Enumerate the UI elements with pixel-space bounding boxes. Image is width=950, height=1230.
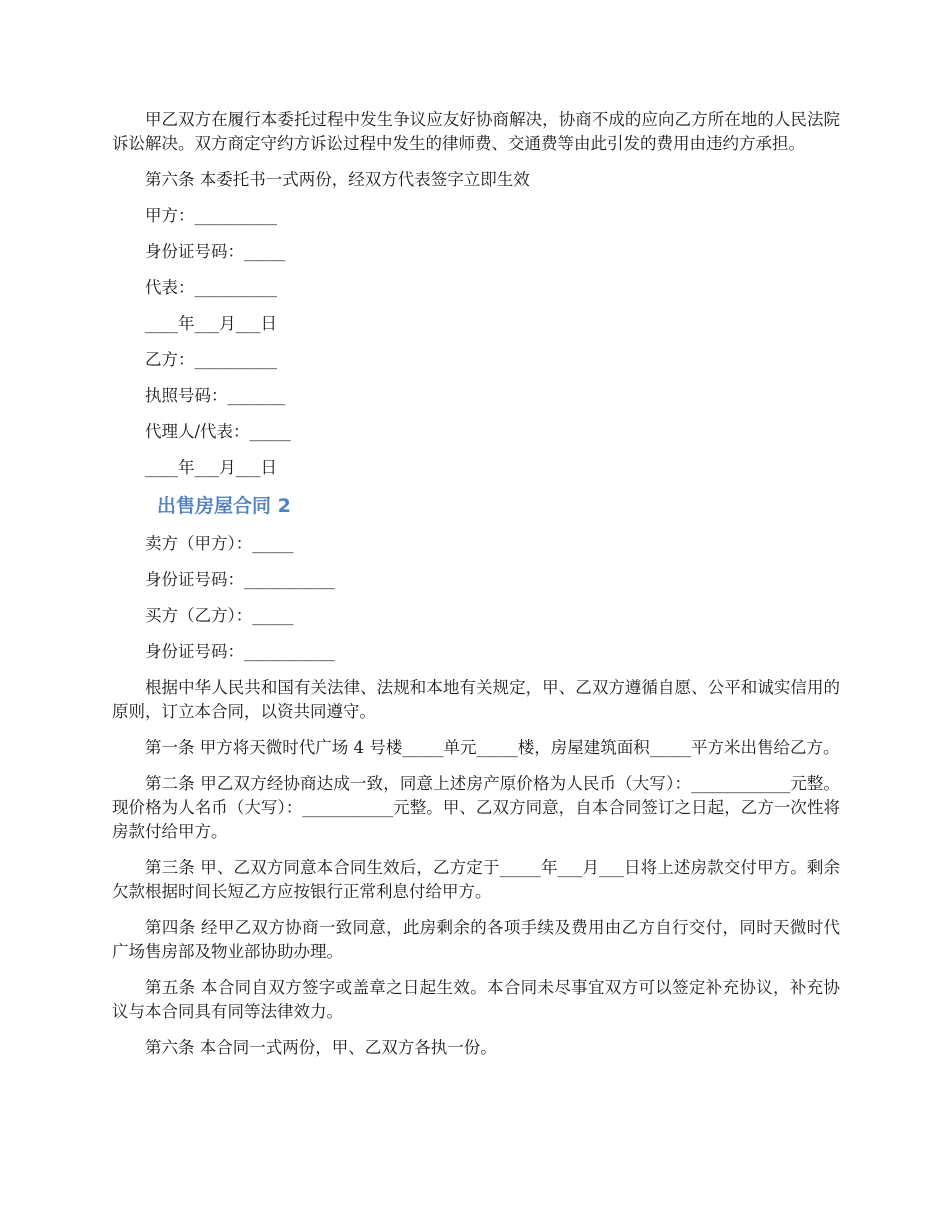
date-line: ____年___月___日 — [145, 314, 277, 333]
buyer-id-line: 身份证号码：___________ — [145, 642, 335, 661]
section-heading: 出售房屋合同 2 — [157, 495, 291, 517]
article-5: 第五条 本合同自双方签字或盖章之日起生效。本合同未尽事宜双方可以签定补充协议，补充协议与本合同具有同等法律效力。 — [112, 978, 840, 1021]
seller-line: 卖方（甲方）：_____ — [145, 534, 294, 553]
date-line: ____年___月___日 — [145, 458, 277, 477]
article-6: 第六条 本合同一式两份，甲、乙双方各执一份。 — [145, 1038, 497, 1057]
dispute-clause: 甲乙双方在履行本委托过程中发生争议应友好协商解决，协商不成的应向乙方所在地的人民法院诉讼解决。双方商定守约方诉讼过程中发生的律师费、交通费等由此引发的费用由违约方承担。 — [112, 110, 840, 153]
article-3: 第三条 甲、乙双方同意本合同生效后，乙方定于_____年___月___日将上述房款交付甲方。剩余欠款根据时间长短乙方应按银行正常利息付给甲方。 — [112, 858, 840, 901]
party-a-line: 甲方：__________ — [145, 206, 277, 225]
party-b-line: 乙方：__________ — [145, 350, 277, 369]
article-6-entrustment: 第六条 本委托书一式两份，经双方代表签字立即生效 — [145, 170, 530, 189]
license-number-line: 执照号码：_______ — [145, 386, 286, 405]
article-4: 第四条 经甲乙双方协商一致同意，此房剩余的各项手续及费用由乙方自行交付，同时天微时代广场售房部及物业部协助办理。 — [112, 918, 840, 961]
article-1: 第一条 甲方将天微时代广场 4 号楼_____单元_____楼，房屋建筑面积_____平方米出售给乙方。 — [145, 738, 840, 757]
preamble-paragraph: 根据中华人民共和国有关法律、法规和本地有关规定，甲、乙双方遵循自愿、公平和诚实信用的原则，订立本合同，以资共同遵守。 — [112, 678, 840, 721]
article-2: 第二条 甲乙双方经协商达成一致，同意上述房产原价格为人民币（大写）：____________元整。现价格为人名币（大写）：___________元整。甲、乙双方同意，自本合同签订之日起，乙方一次性将房款付给甲方。 — [112, 774, 840, 841]
agent-representative-line: 代理人/代表：_____ — [145, 422, 291, 441]
seller-id-line: 身份证号码：___________ — [145, 570, 335, 589]
id-number-line: 身份证号码：_____ — [145, 242, 286, 261]
buyer-line: 买方（乙方）：_____ — [145, 606, 294, 625]
representative-line: 代表：__________ — [145, 278, 277, 297]
